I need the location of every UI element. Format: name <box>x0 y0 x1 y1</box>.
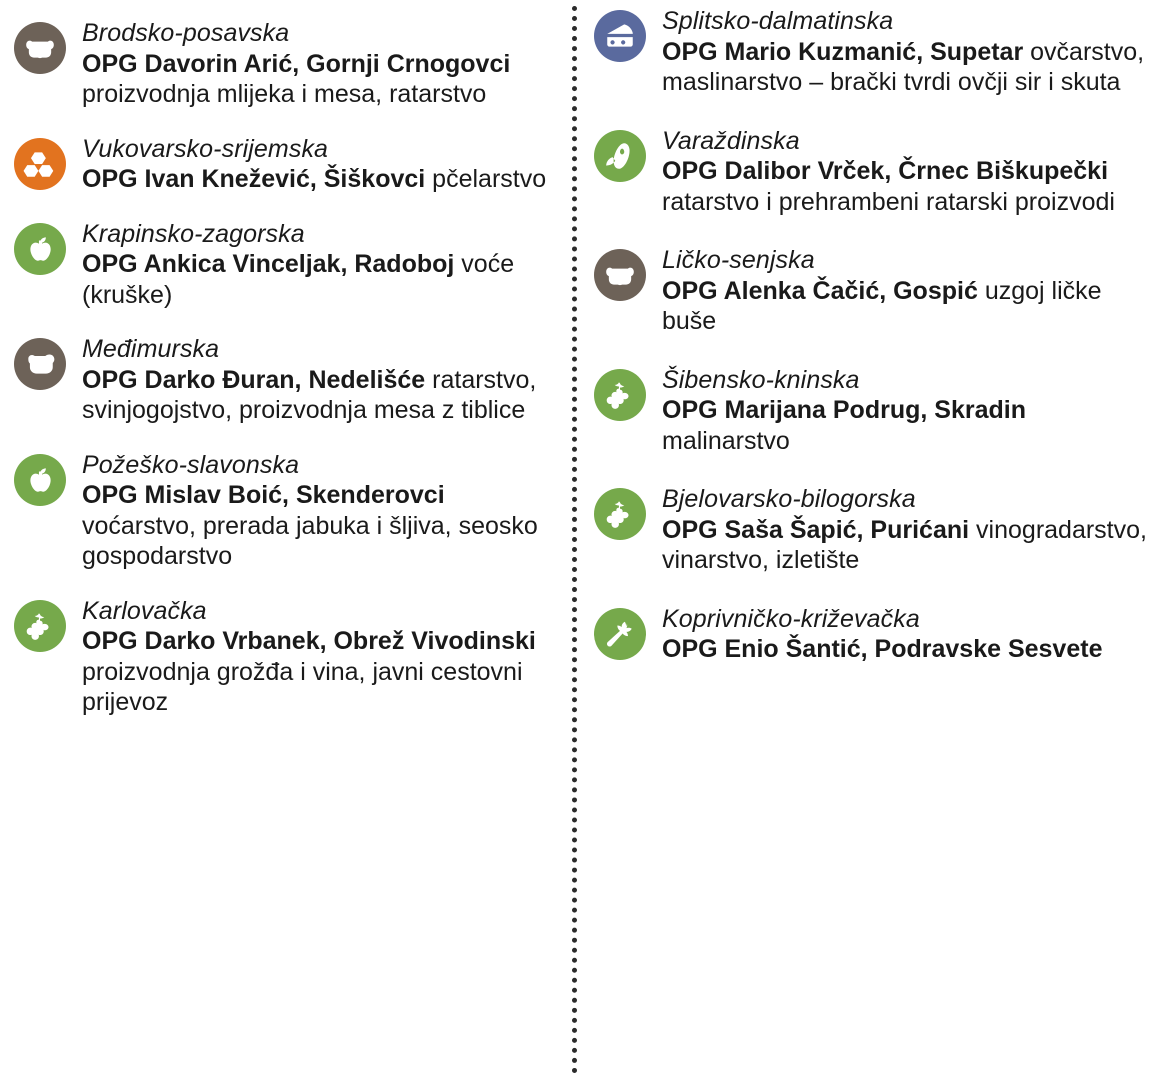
list-item <box>14 594 550 718</box>
county-name: Koprivničko-križevačka <box>662 604 920 633</box>
activity-description: voćarstvo, prerada jabuka i šljiva, seosko gospodarstvo <box>82 511 538 570</box>
list-item <box>594 482 1150 576</box>
column-divider <box>572 6 577 1074</box>
activity-description: voće (kruške) <box>82 250 515 309</box>
farm-name: OPG Mario Kuzmanić, Supetar <box>662 37 1024 66</box>
county-name: Karlovačka <box>82 596 207 625</box>
activity-description: ovčarstvo, maslinarstvo – brački tvrdi ovčji sir i skuta <box>662 37 1145 96</box>
entry-body <box>662 634 1150 665</box>
grapes-icon <box>14 600 66 652</box>
activity-description: malinarstvo <box>662 426 790 455</box>
activity-description: uzgoj ličke buše <box>662 276 1102 335</box>
grapes-icon <box>594 369 646 421</box>
entry-body <box>82 164 550 195</box>
entry-body <box>662 156 1150 217</box>
list-item <box>14 448 550 572</box>
entry-body <box>662 395 1150 456</box>
county-name: Šibensko-kninska <box>662 365 860 394</box>
pig-icon <box>14 338 66 390</box>
entry-body <box>82 365 550 426</box>
county-name: Požeško-slavonska <box>82 450 300 479</box>
county-name: Ličko-senjska <box>662 246 815 274</box>
activity-description: pčelarstvo <box>432 165 547 193</box>
entry-text <box>82 448 550 572</box>
activity-description: ratarstvo, svinjogojstvo, proizvodnja mesa z tiblice <box>82 365 537 424</box>
cheese-icon <box>594 10 646 62</box>
activity-description: proizvodnja grožđa i vina, javni cestovni prijevoz <box>82 657 523 716</box>
entry-text <box>662 4 1150 98</box>
county-name: Krapinsko-zagorska <box>82 219 305 248</box>
farm-name: OPG Marijana Podrug, Skradin <box>662 396 1026 424</box>
farm-name: OPG Alenka Čačić, Gospić <box>662 276 978 305</box>
farm-name: OPG Ankica Vinceljak, Radoboj <box>82 250 455 278</box>
right-column <box>572 0 1166 1080</box>
entry-body <box>82 249 550 310</box>
list-item <box>594 243 1150 337</box>
entry-body <box>82 480 550 572</box>
county-name: Vukovarsko-srijemska <box>82 134 329 163</box>
county-name: Međimurska <box>82 335 220 363</box>
carrot-icon <box>594 608 646 660</box>
activity-description: vinogradarstvo, vinarstvo, izletište <box>662 515 1147 574</box>
entry-text <box>662 602 1150 665</box>
left-column <box>0 0 572 1080</box>
entry-body <box>662 37 1150 98</box>
county-name: Varaždinska <box>662 126 800 155</box>
list-item <box>14 132 550 195</box>
list-item <box>14 16 550 110</box>
farm-name: OPG Darko Đuran, Nedelišće <box>82 365 426 394</box>
list-item <box>594 4 1150 98</box>
apple-icon <box>14 223 66 275</box>
entry-body <box>82 49 550 110</box>
farm-name: OPG Davorin Arić, Gornji Crnogovci <box>82 49 511 78</box>
farm-name: OPG Ivan Knežević, Šiškovci <box>82 165 426 193</box>
honeycomb-icon <box>14 138 66 190</box>
grapes-icon <box>594 488 646 540</box>
entry-text <box>662 363 1150 457</box>
activity-description: proizvodnja mlijeka i mesa, ratarstvo <box>82 80 487 108</box>
entry-text <box>82 332 550 426</box>
entry-text <box>82 217 550 311</box>
cow-icon <box>594 249 646 301</box>
farm-name: OPG Dalibor Vrček, Črnec Biškupečki <box>662 157 1109 185</box>
activity-description: ratarstvo i prehrambeni ratarski proizvodi <box>662 187 1115 216</box>
county-name: Brodsko-posavska <box>82 19 290 47</box>
entry-text <box>662 482 1150 576</box>
entry-text <box>82 132 550 195</box>
farm-name: OPG Mislav Boić, Skenderovci <box>82 481 445 509</box>
farm-name: OPG Enio Šantić, Podravske Sesvete <box>662 635 1103 663</box>
farm-name: OPG Darko Vrbanek, Obrež Vivodinski <box>82 627 536 655</box>
entry-text <box>662 124 1150 218</box>
entry-body <box>662 276 1150 337</box>
list-item <box>594 124 1150 218</box>
entry-text <box>82 16 550 110</box>
list-item <box>14 332 550 426</box>
cow-icon <box>14 22 66 74</box>
corn-icon <box>594 130 646 182</box>
county-name: Splitsko-dalmatinska <box>662 7 894 35</box>
list-item <box>594 602 1150 665</box>
list-item <box>594 363 1150 457</box>
list-item <box>14 217 550 311</box>
county-name: Bjelovarsko-bilogorska <box>662 485 916 513</box>
entry-text <box>662 243 1150 337</box>
entry-body <box>82 626 550 718</box>
farm-name: OPG Saša Šapić, Purićani <box>662 515 970 544</box>
apple-icon <box>14 454 66 506</box>
entry-body <box>662 515 1150 576</box>
entry-text <box>82 594 550 718</box>
